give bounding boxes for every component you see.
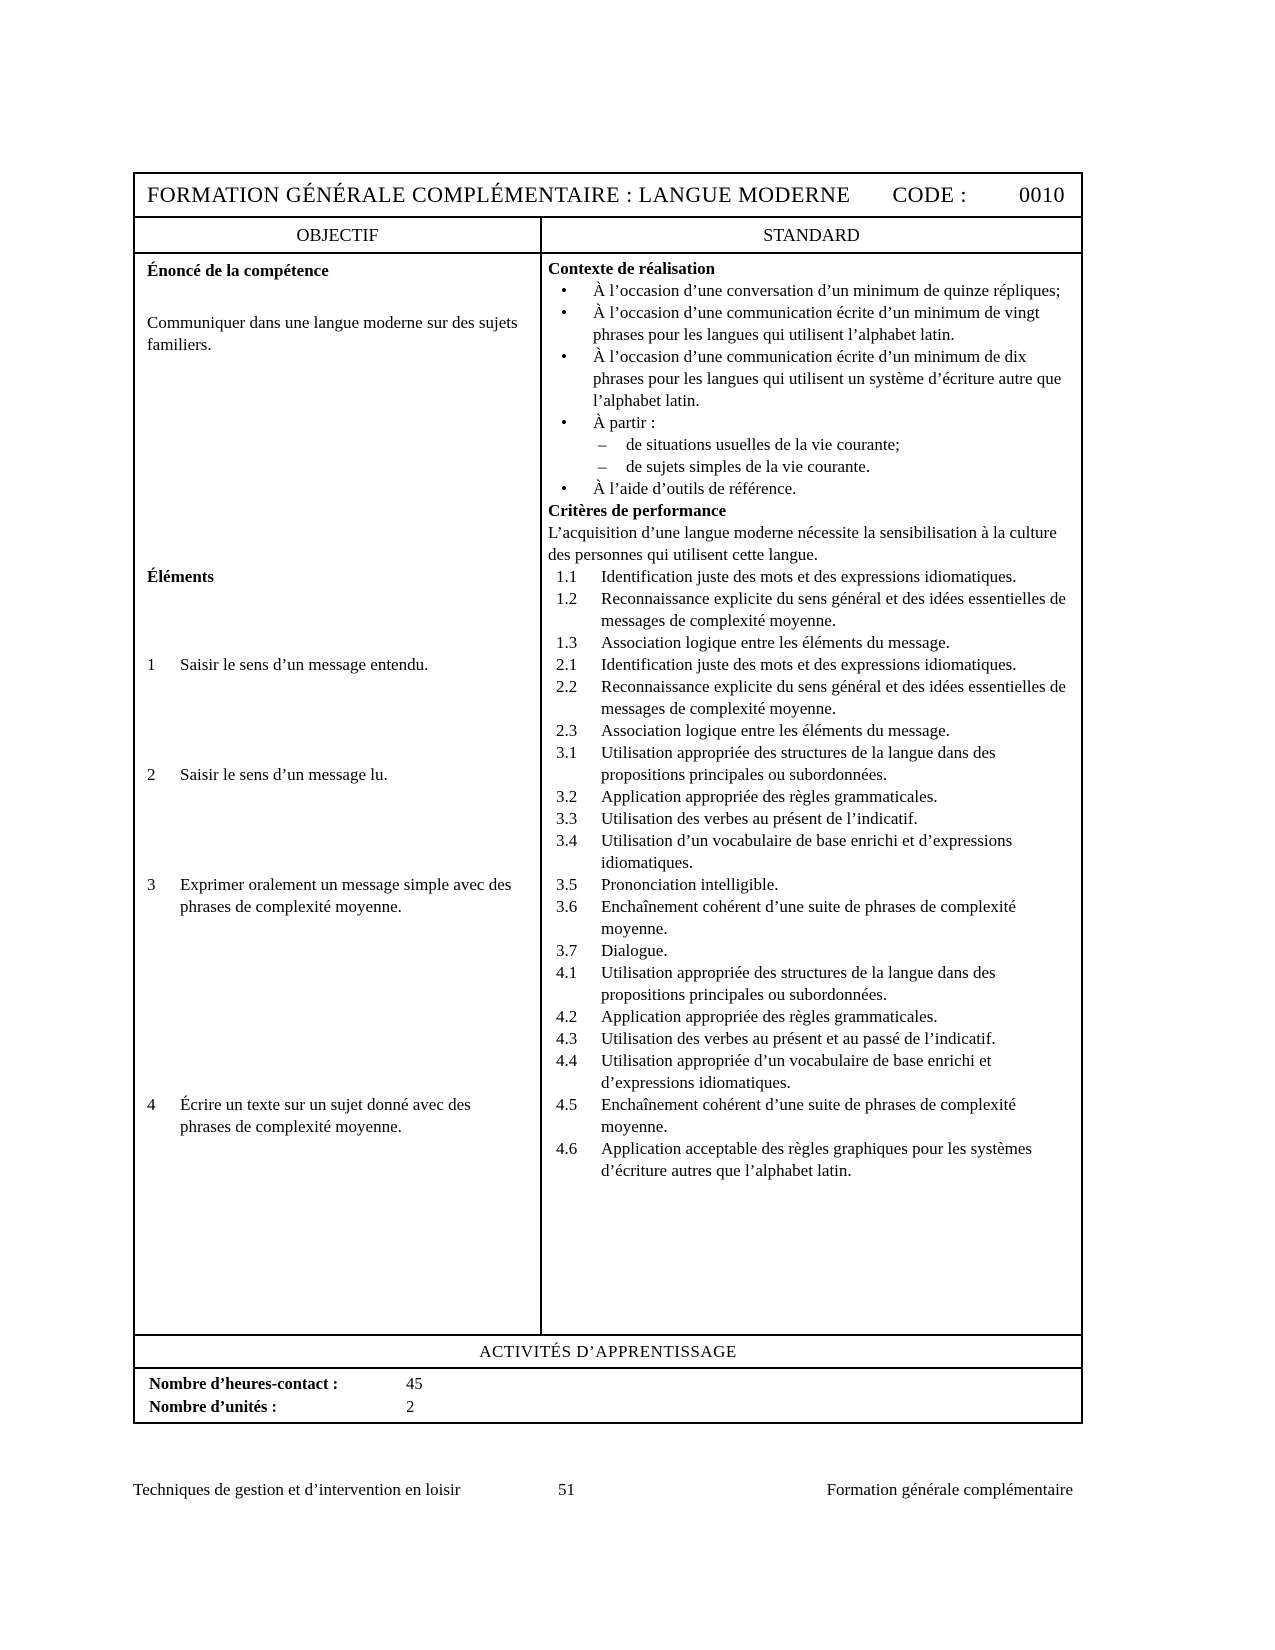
- element-number: 2: [147, 765, 156, 784]
- criteria-text: Application appropriée des règles grammaticales.: [601, 787, 938, 806]
- criteria-text: Reconnaissance explicite du sens général et des idées essentielles de messages de complexité moyenne.: [601, 589, 1066, 630]
- standard-column: [542, 254, 1081, 1334]
- criteria-text: Application acceptable des règles graphiques pour les systèmes d’écriture autres que l’alphabet latin.: [601, 1139, 1033, 1180]
- element-number: 1: [147, 655, 156, 674]
- element-text: Exprimer oralement un message simple avec des phrases de complexité moyenne.: [180, 875, 512, 916]
- objectif-column: [135, 254, 542, 1334]
- bullet-marker: •: [561, 413, 567, 432]
- criteria-item: [548, 962, 1073, 1006]
- bullet-marker: •: [561, 479, 567, 498]
- units-value: 2: [406, 1397, 415, 1416]
- criteria-text: Utilisation d’un vocabulaire de base enrichi et d’expressions idiomatiques.: [601, 831, 1013, 872]
- criteres-title: Critères de performance: [548, 501, 727, 520]
- criteria-item: [548, 1050, 1073, 1094]
- context-bullet-text: À l’aide d’outils de référence.: [593, 479, 797, 498]
- criteria-number: 1.1: [556, 567, 578, 586]
- criteria-item: [548, 830, 1073, 874]
- criteria-text: Utilisation appropriée des structures de la langue dans des propositions principales ou subordonnées.: [601, 743, 996, 784]
- criteria-item: [548, 720, 1073, 742]
- criteres-intro: L’acquisition d’une langue moderne nécessite la sensibilisation à la culture des personnes qui utilisent cette langue.: [548, 523, 1057, 564]
- footer-right-text: Formation générale complémentaire: [826, 1480, 1073, 1499]
- criteria-text: Reconnaissance explicite du sens général et des idées essentielles de messages de complexité moyenne.: [601, 677, 1066, 718]
- context-bullet: [548, 412, 1073, 434]
- criteria-number: 2.1: [556, 655, 578, 674]
- criteria-number: 3.1: [556, 743, 578, 762]
- criteria-number: 4.5: [556, 1095, 578, 1114]
- bullet-marker: •: [561, 303, 567, 322]
- criteria-number: 2.2: [556, 677, 578, 696]
- hours-label: Nombre d’heures-contact :: [149, 1374, 339, 1393]
- context-bullet-text: À l’occasion d’une communication écrite d’un minimum de dix phrases pour les langues qui utilisent un système d’écriture autre que l’alphabet latin.: [593, 347, 1062, 410]
- enonce-title: Énoncé de la compétence: [147, 261, 329, 280]
- context-subitem-text: de sujets simples de la vie courante.: [626, 457, 871, 476]
- criteria-item: [548, 676, 1073, 720]
- elements-title: Éléments: [147, 567, 215, 586]
- criteria-item: [548, 940, 1073, 962]
- criteria-item: [548, 588, 1073, 632]
- criteria-number: 3.5: [556, 875, 578, 894]
- criteria-text: Enchaînement cohérent d’une suite de phrases de complexité moyenne.: [601, 1095, 1016, 1136]
- criteria-number: 3.6: [556, 897, 578, 916]
- criteria-text: Utilisation appropriée d’un vocabulaire de base enrichi et d’expressions idiomatiques.: [601, 1051, 992, 1092]
- competency-table: [133, 172, 1083, 1424]
- element-item: [147, 874, 526, 918]
- criteria-item: [548, 786, 1073, 808]
- element-text: Écrire un texte sur un sujet donné avec des phrases de complexité moyenne.: [180, 1095, 471, 1136]
- table-title-row: [135, 174, 1081, 218]
- criteria-number: 4.1: [556, 963, 578, 982]
- context-bullet: [548, 280, 1073, 302]
- column-header-row: [135, 218, 1081, 254]
- footer-left-text: Techniques de gestion et d’intervention en loisir: [133, 1480, 461, 1499]
- activities-row: ACTIVITÉS D’APPRENTISSAGE: [135, 1336, 1081, 1369]
- context-bullet-text: À partir :: [593, 413, 656, 432]
- context-bullet: [548, 302, 1073, 346]
- element-item: [147, 1094, 526, 1138]
- criteria-number: 4.6: [556, 1139, 578, 1158]
- criteria-text: Utilisation des verbes au présent de l’indicatif.: [601, 809, 918, 828]
- contexte-title: Contexte de réalisation: [548, 259, 716, 278]
- context-subitem-text: de situations usuelles de la vie courante;: [626, 435, 900, 454]
- units-label: Nombre d’unités :: [149, 1397, 278, 1416]
- hours-line: [149, 1372, 1081, 1395]
- enonce-text: Communiquer dans une langue moderne sur des sujets familiers.: [147, 313, 518, 354]
- criteria-text: Enchaînement cohérent d’une suite de phrases de complexité moyenne.: [601, 897, 1016, 938]
- criteria-number: 4.3: [556, 1029, 578, 1048]
- criteria-item: [548, 632, 1073, 654]
- criteria-item: [548, 874, 1073, 896]
- criteria-number: 3.7: [556, 941, 578, 960]
- element-item: [147, 654, 526, 676]
- criteria-item: [548, 742, 1073, 786]
- criteria-text: Application appropriée des règles grammaticales.: [601, 1007, 938, 1026]
- criteria-number: 1.3: [556, 633, 578, 652]
- page-footer: [133, 1480, 1083, 1500]
- context-bullet-text: À l’occasion d’une communication écrite d’un minimum de vingt phrases pour les langues qui utilisent l’alphabet latin.: [593, 303, 1040, 344]
- criteria-text: Dialogue.: [601, 941, 668, 960]
- criteria-item: [548, 1138, 1073, 1182]
- criteria-text: Association logique entre les éléments du message.: [601, 633, 950, 652]
- context-bullet: [548, 478, 1073, 500]
- criteria-text: Identification juste des mots et des expressions idiomatiques.: [601, 655, 1017, 674]
- page-number: 51: [558, 1480, 575, 1499]
- criteria-number: 4.2: [556, 1007, 578, 1026]
- criteria-text: Association logique entre les éléments du message.: [601, 721, 950, 740]
- dash-marker: –: [598, 457, 607, 476]
- criteria-number: 2.3: [556, 721, 578, 740]
- criteria-number: 4.4: [556, 1051, 578, 1070]
- main-content-row: [135, 254, 1081, 1336]
- criteria-item: [548, 566, 1073, 588]
- hours-value: 45: [406, 1374, 423, 1393]
- element-number: 4: [147, 1095, 156, 1114]
- criteria-text: Identification juste des mots et des expressions idiomatiques.: [601, 567, 1017, 586]
- element-text: Saisir le sens d’un message entendu.: [180, 655, 429, 674]
- column-header-standard: STANDARD: [763, 224, 860, 245]
- criteria-text: Utilisation appropriée des structures de la langue dans des propositions principales ou subordonnées.: [601, 963, 996, 1004]
- criteria-number: 1.2: [556, 589, 578, 608]
- element-number: 3: [147, 875, 156, 894]
- criteria-item: [548, 896, 1073, 940]
- criteria-item: [548, 808, 1073, 830]
- context-subitem: [548, 434, 1073, 456]
- context-bullet-text: À l’occasion d’une conversation d’un minimum de quinze répliques;: [593, 281, 1061, 300]
- criteria-number: 3.3: [556, 809, 578, 828]
- criteria-item: [548, 1094, 1073, 1138]
- element-text: Saisir le sens d’un message lu.: [180, 765, 388, 784]
- code-label: CODE :: [892, 182, 967, 207]
- context-subitem: [548, 456, 1073, 478]
- criteria-number: 3.4: [556, 831, 578, 850]
- column-header-objectif: OBJECTIF: [135, 218, 542, 252]
- criteria-number: 3.2: [556, 787, 578, 806]
- context-bullet: [548, 346, 1073, 412]
- dash-marker: –: [598, 435, 607, 454]
- criteria-text: Prononciation intelligible.: [601, 875, 779, 894]
- totals-row: [135, 1369, 1081, 1422]
- element-item: [147, 764, 526, 786]
- criteria-item: [548, 1028, 1073, 1050]
- bullet-marker: •: [561, 281, 567, 300]
- criteria-item: [548, 654, 1073, 676]
- bullet-marker: •: [561, 347, 567, 366]
- document-title: FORMATION GÉNÉRALE COMPLÉMENTAIRE : LANGUE MODERNE: [147, 182, 851, 207]
- units-line: [149, 1395, 1081, 1418]
- criteria-text: Utilisation des verbes au présent et au passé de l’indicatif.: [601, 1029, 996, 1048]
- criteria-item: [548, 1006, 1073, 1028]
- code-value: 0010: [1019, 182, 1065, 207]
